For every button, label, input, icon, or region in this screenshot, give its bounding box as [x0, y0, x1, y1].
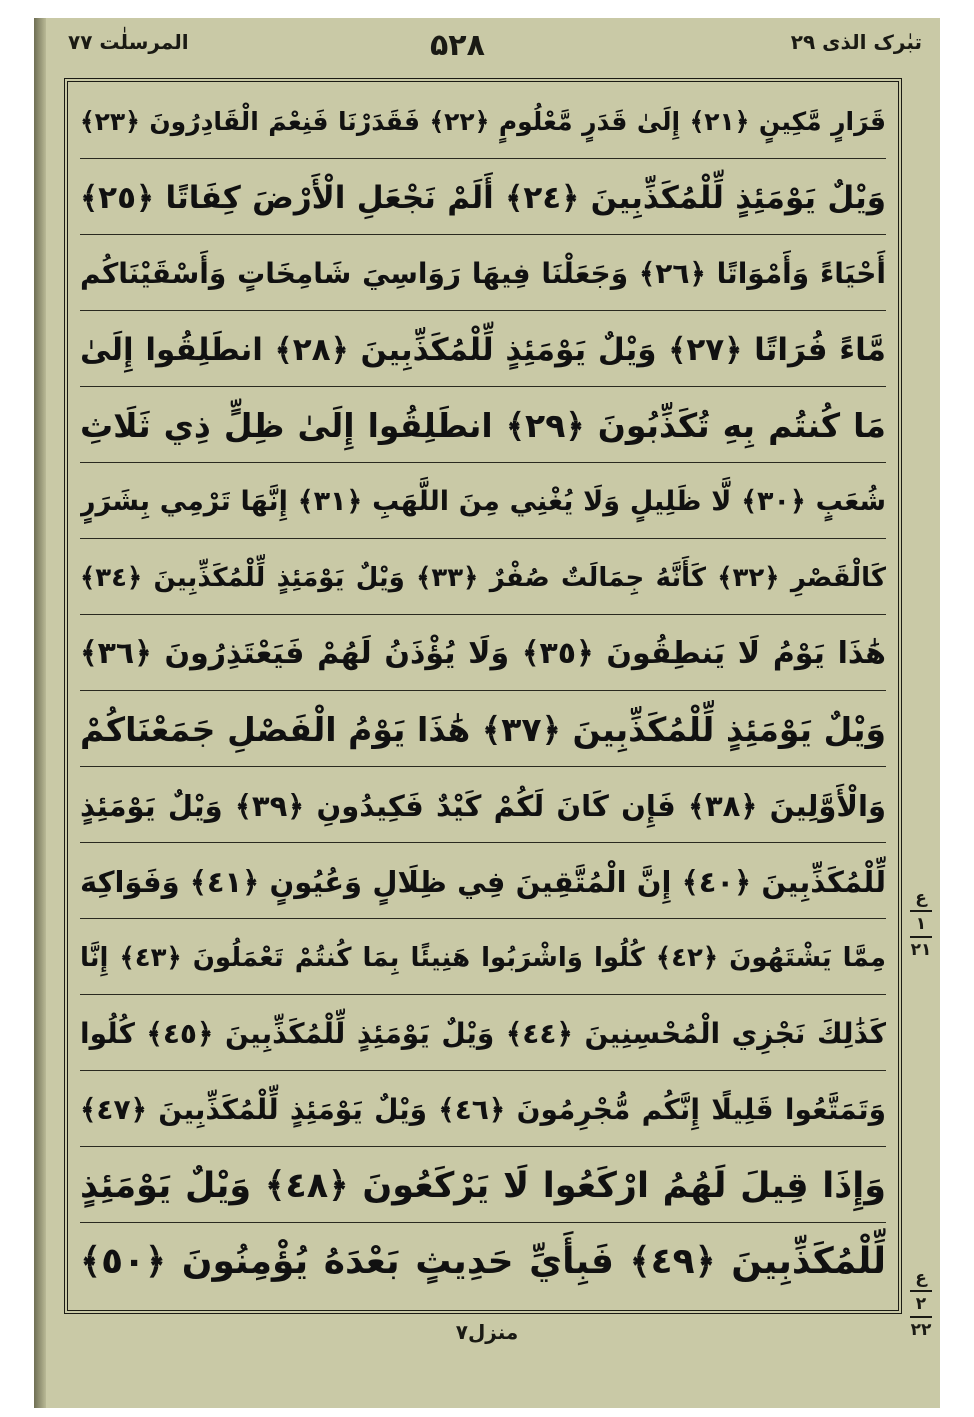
page-gutter-shadow	[34, 18, 46, 1408]
mushaf-page	[34, 18, 940, 1408]
ruku-marker	[906, 888, 936, 960]
ruku-marker-count: ۲	[915, 1294, 927, 1314]
verse-line: مِمَّا يَشْتَهُونَ ﴿٤٢﴾ كُلُوا وَاشْرَبُوا هَنِيئًا بِمَا كُنتُمْ تَعْمَلُونَ ﴿٤٣﴾ إِنَّا	[80, 922, 886, 995]
surah-name: المرسلٰت ۷۷	[68, 30, 189, 54]
verse-line: وَتَمَتَّعُوا قَلِيلًا إِنَّكُم مُّجْرِمُونَ ﴿٤٦﴾ وَيْلٌ يَوْمَئِذٍ لِّلْمُكَذِّبِينَ ﴿٤٧﴾	[80, 1074, 886, 1147]
verse-line: هَٰذَا يَوْمُ لَا يَنطِقُونَ ﴿٣٥﴾ وَلَا يُؤْذَنُ لَهُمْ فَيَعْتَذِرُونَ ﴿٣٦﴾	[80, 618, 886, 691]
verse-line: كَالْقَصْرِ ﴿٣٢﴾ كَأَنَّهُ جِمَالَتٌ صُفْرٌ ﴿٣٣﴾ وَيْلٌ يَوْمَئِذٍ لِّلْمُكَذِّبِينَ ﴿٣٤﴾	[80, 542, 886, 615]
ruku-marker-rule	[910, 1316, 932, 1318]
ruku-marker-number: ۲۲	[910, 1320, 932, 1340]
ruku-marker-rule	[910, 1290, 932, 1292]
ruku-marker-count: ۱	[915, 914, 927, 934]
verse-line: لِّلْمُكَذِّبِينَ ﴿٤٩﴾ فَبِأَيِّ حَدِيثٍ بَعْدَهُ يُؤْمِنُونَ ﴿٥٠﴾	[80, 1241, 886, 1282]
ruku-marker-letter: ع	[915, 1268, 927, 1288]
verse-line: وَإِذَا قِيلَ لَهُمُ ارْكَعُوا لَا يَرْكَعُونَ ﴿٤٨﴾ وَيْلٌ يَوْمَئِذٍ	[80, 1150, 886, 1223]
juz-title: تبٰرک الذی ۲۹	[790, 30, 922, 54]
text-frame	[64, 78, 902, 1314]
verse-line: قَرَارٍ مَّكِينٍ ﴿٢١﴾ إِلَىٰ قَدَرٍ مَّعْلُومٍ ﴿٢٢﴾ فَقَدَرْنَا فَنِعْمَ الْقَادِرُونَ ﴿٢٣﴾	[80, 86, 886, 159]
verse-line: مَا كُنتُم بِهِ تُكَذِّبُونَ ﴿٢٩﴾ انطَلِقُوا إِلَىٰ ظِلٍّ ذِي ثَلَاثِ	[80, 390, 886, 463]
manzil-footer: منزل۷	[455, 1320, 519, 1344]
ruku-marker-rule	[910, 936, 932, 938]
ruku-marker-rule	[910, 910, 932, 912]
verse-line: أَحْيَاءً وَأَمْوَاتًا ﴿٢٦﴾ وَجَعَلْنَا فِيهَا رَوَاسِيَ شَامِخَاتٍ وَأَسْقَيْنَاكُم	[80, 238, 886, 311]
verse-line: مَّاءً فُرَاتًا ﴿٢٧﴾ وَيْلٌ يَوْمَئِذٍ لِّلْمُكَذِّبِينَ ﴿٢٨﴾ انطَلِقُوا إِلَىٰ	[80, 314, 886, 387]
ruku-marker-number: ۲۱	[910, 940, 932, 960]
page-header	[34, 24, 940, 68]
verse-line: شُعَبٍ ﴿٣٠﴾ لَّا ظَلِيلٍ وَلَا يُغْنِي مِنَ اللَّهَبِ ﴿٣١﴾ إِنَّهَا تَرْمِي بِشَرَرٍ	[80, 466, 886, 539]
ruku-marker-letter: ع	[915, 888, 927, 908]
verse-line: كَذَٰلِكَ نَجْزِي الْمُحْسِنِينَ ﴿٤٤﴾ وَيْلٌ يَوْمَئِذٍ لِّلْمُكَذِّبِينَ ﴿٤٥﴾ كُلُوا	[80, 998, 886, 1071]
page-number: ۵۲۸	[430, 28, 485, 63]
verse-line: وَيْلٌ يَوْمَئِذٍ لِّلْمُكَذِّبِينَ ﴿٣٧﴾ هَٰذَا يَوْمُ الْفَصْلِ جَمَعْنَاكُمْ	[80, 694, 886, 767]
verse-line: وَالْأَوَّلِينَ ﴿٣٨﴾ فَإِن كَانَ لَكُمْ كَيْدٌ فَكِيدُونِ ﴿٣٩﴾ وَيْلٌ يَوْمَئِذٍ	[80, 770, 886, 843]
verse-line: لِّلْمُكَذِّبِينَ ﴿٤٠﴾ إِنَّ الْمُتَّقِينَ فِي ظِلَالٍ وَعُيُونٍ ﴿٤١﴾ وَفَوَاكِهَ	[80, 846, 886, 919]
verse-line: وَيْلٌ يَوْمَئِذٍ لِّلْمُكَذِّبِينَ ﴿٢٤﴾ أَلَمْ نَجْعَلِ الْأَرْضَ كِفَاتًا ﴿٢٥﴾	[80, 162, 886, 235]
